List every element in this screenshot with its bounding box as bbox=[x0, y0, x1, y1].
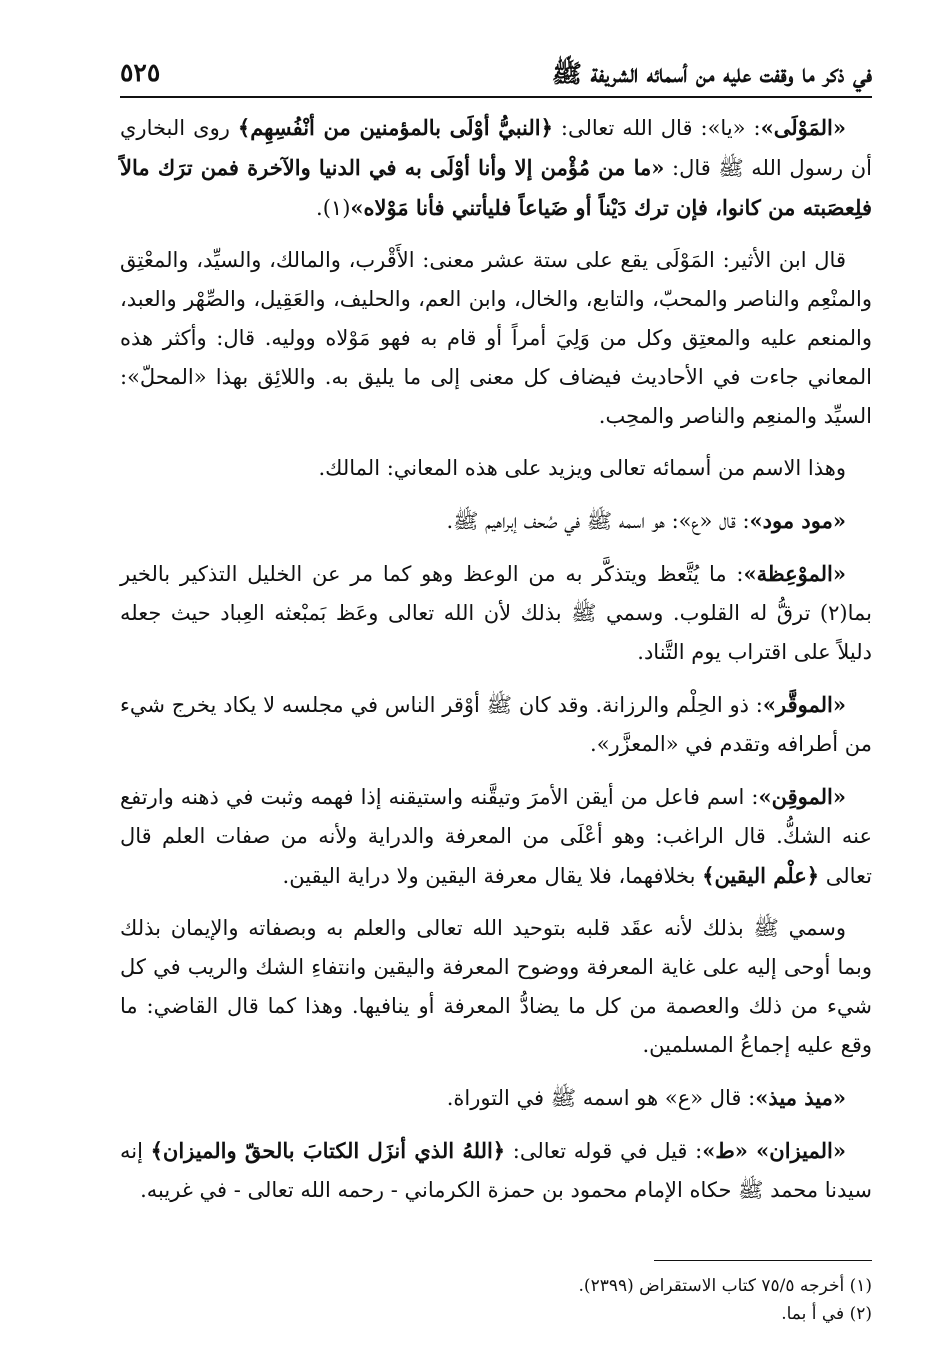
quran-quote: ﴿علْم اليقين﴾ bbox=[702, 863, 820, 888]
entry-term: «الموقَّر» bbox=[762, 692, 846, 717]
paragraph-text: : اسم فاعل من أيقن الأمرَ وتيقَّنه واستيقنه إذا فهمه وثبت في ذهنه وارتفع عنه الشكُّ. قال الراغب: وهو أعْلَى من المعرفة والدراية ولأنه من صفات العلم قال تعالى bbox=[120, 785, 872, 888]
document-page bbox=[120, 50, 872, 1330]
paragraph-text: : قيل في قوله تعالى: bbox=[505, 1139, 703, 1163]
footnote-ref: (١). bbox=[316, 196, 351, 220]
paragraph-tawhid: وسمي ﷺ بذلك لأنه عقَد قلبه بتوحيد الله تعالى والعلم به وبصفاته والإيمان بذلك وبما أوحى إليه على غاية المعرفة ووضوح المعرفة واليقين وانتفاءِ الشك والريب في كل شيء من ذلك والعصمة من كل ما يضادُّ المعرفة أو ينافيها. وهذا كما قال القاضي: ما وقع عليه إجماعُ المسلمين. bbox=[120, 916, 872, 1057]
entry-term: «الموقِن» bbox=[758, 784, 846, 809]
paragraph-mud-mud bbox=[120, 501, 872, 541]
entry-term: «المَوْلَى» bbox=[760, 115, 846, 140]
entry-term: «مود مود» bbox=[749, 508, 846, 533]
quran-quote: ﴿اللهُ الذي أنزَل الكتابَ بالحقّ والميزان﴾ bbox=[150, 1138, 506, 1163]
paragraph-al-mawla bbox=[120, 108, 872, 228]
paragraph-text: : قال «ع» هو اسمه ﷺ في التوراة. bbox=[446, 1086, 756, 1110]
paragraph-text: : ذو الحِلْم والرزانة. وقد كان ﷺ أوْقر الناس في مجلسه لا يكاد يخرج شيء من أطرافه وتقدم في «المعزَّر». bbox=[120, 693, 872, 756]
footnote-separator bbox=[654, 1260, 872, 1261]
hadith-quote: «ما من مُؤْمن إلا وأنا أوْلَى به في الدنيا والآخرة فمن ترَك مالاً فلِعصَبته من كانوا، فإن ترك دَيْناً أو ضَياعاً فليأتني فأنا مَوْلاه» bbox=[120, 155, 872, 220]
paragraph-text: : «يا»: قال الله تعالى: bbox=[552, 116, 761, 140]
paragraph-text: : ما يُتَّعظ ويتذكَّر به من الوعظ وهو كما مر عن الخليل التذكير بالخير بما(٢) ترقُّ له القلوب. وسمي ﷺ بذلك لأن الله تعالى وعَظ بَمبْعثه العِباد حيث جعله دليلاً على اقتراب يوم التَّناد. bbox=[120, 562, 872, 664]
paragraph-al-mizan bbox=[120, 1131, 872, 1210]
header-title: في ذكر ما وقفت عليه من أسمائه الشريفة ﷺ bbox=[551, 59, 872, 88]
paragraph-text: إنه سيدنا محمد ﷺ حكاه الإمام محمود بن حمزة الكرماني - رحمه الله تعالى - في غريبه. bbox=[120, 1139, 872, 1202]
paragraph-ibn-al-athir: قال ابن الأثير: المَوْلَى يقع على ستة عشر معنى: الأَقْرب، والمالك، والسيِّد، والمعْتِق والمنْعِم والناصر والمحبّ، والتابع، والخال، وابن العم، والحليف، والعَقِيل، والصِّهْر والعبد، والمنعم عليه والمعتِق وكل من وَلِيَ أمراً أو قام به فهو مَوْلاه ووليه. قال: وأكثر هذه المعاني جاءت في الأحاديث فيضاف كل معنى إلى ما يليق به. واللائِق بهذا «المحلّ»: السيِّد والمنعِم والناصر والمحِب. bbox=[120, 248, 872, 428]
running-header bbox=[120, 50, 872, 98]
footnotes bbox=[120, 1272, 872, 1328]
footnote-2: (٢) في أ بما. bbox=[781, 1304, 872, 1324]
paragraph-mid-mid bbox=[120, 1078, 872, 1118]
paragraph-al-mawiza bbox=[120, 554, 872, 672]
paragraph-text: روى البخاري أن رسول الله ﷺ قال: bbox=[120, 116, 873, 180]
entry-term: «الموْعِظة» bbox=[743, 561, 846, 586]
footnote-1: (١) أخرجه ٧٥/٥ كتاب الاستقراض (٢٣٩٩). bbox=[578, 1276, 872, 1296]
entry-term: «الميزان» «ط» bbox=[702, 1138, 846, 1163]
page-number: ٥٢٥ bbox=[120, 58, 161, 87]
entry-term: «ميذ ميذ» bbox=[755, 1085, 846, 1110]
paragraph-al-muwaqqar bbox=[120, 685, 872, 764]
main-text bbox=[120, 108, 872, 1223]
paragraph-text: : قال «ع»: هو اسمه ﷺ في صُحف إبراهيم ﷺ. bbox=[446, 509, 750, 533]
paragraph-text: بخلافهما، فلا يقال معرفة اليقين ولا دراية اليقين. bbox=[282, 864, 703, 888]
paragraph-al-muqin bbox=[120, 777, 872, 896]
paragraph-al-malik: وهذا الاسم من أسمائه تعالى ويزيد على هذه المعاني: المالك. bbox=[318, 456, 846, 480]
quran-quote: ﴿النبيُّ أوْلَى بالمؤمنين من أنْفُسِهِم﴾ bbox=[237, 115, 553, 140]
